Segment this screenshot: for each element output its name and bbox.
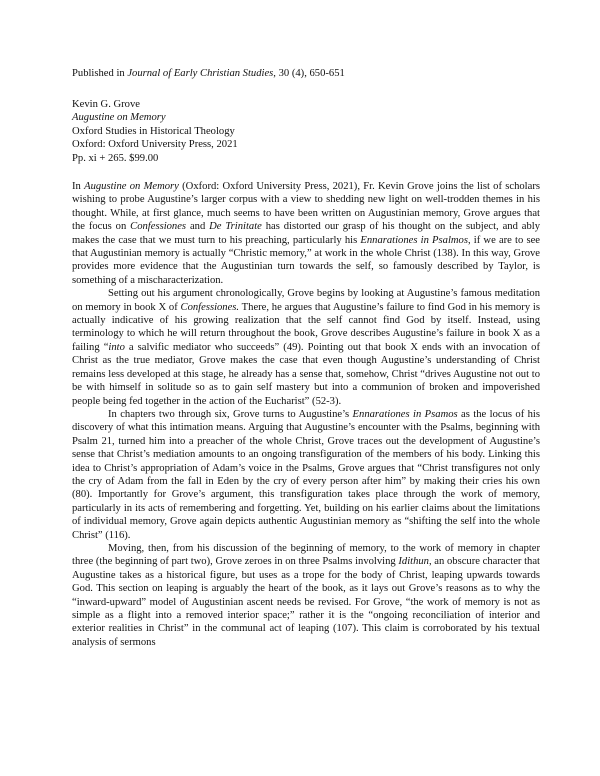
text-run: a salvific mediator who succeeds” (49). Pointing out that book X ends with an invocation of Christ as the true mediator, Grove makes the case that even though Augustine’s understanding of Christ remains less developed at this stage, he already has a sense that, somehow, Christ “drives Augustine not out to be with himself in solitude so as to gain self mastery but into a communion of broken and impoverished people being fed together in the action of the Eucharist” (52-3).: [72, 341, 540, 407]
text-run: , if we are to see that Augustinian memory is actually “Christic memory,” at work in the whole Christ (138). In this way, Grove provides more evidence that the Augustinian turn towards the self, so famously described by Taylor, is something of a mischaracterization.: [72, 234, 540, 286]
journal-title: Journal of Early Christian Studies: [127, 68, 274, 79]
text-run: In chapters two through six, Grove turns to Augustine’s: [108, 408, 353, 420]
paragraph-3: [72, 408, 540, 542]
text-run: (Oxford: Oxford University Press, 2021), Fr. Kevin Grove joins the list of scholars wishing to probe Augustine’s larger corpus with a view to shedding new light on well-trodden themes in his thought. While, at first glance, much seems to have been written on Augustinian memory, Grove argues that the focus on: [72, 181, 540, 233]
italic-title: Idithun: [398, 556, 429, 568]
text-run: and: [186, 221, 210, 233]
book-author: Kevin G. Grove: [72, 99, 140, 110]
italic-title: into: [108, 341, 125, 353]
text-run: There, he argues that Augustine’s failure to find God in his memory is actually indicative of his growing realization that the self cannot find God by itself. Instead, using terminology to which he will return throughout the book, Grove describes Augustine’s failure in book X as a failing “: [72, 301, 540, 353]
italic-title: Confessiones: [130, 221, 187, 233]
paragraph-4: [72, 542, 540, 649]
book-publisher: Oxford: Oxford University Press, 2021: [72, 139, 238, 151]
review-body: [72, 180, 540, 649]
italic-title: Augustine on Memory: [84, 181, 179, 192]
text-run: Setting out his argument chronologically, Grove begins by looking at Augustine’s famous meditation on memory in book X of: [72, 288, 540, 313]
publication-line: Published in Journal of Early Christian Studies, 30 (4), 650-651: [72, 68, 345, 79]
book-pages-price: Pp. xi + 265. $99.00: [72, 152, 159, 164]
book-series: Oxford Studies in Historical Theology: [72, 125, 235, 137]
text-run: as the locus of his discovery of what this intimation means. Arguing that Augustine’s encounter with the Psalms, beginning with Psalm 21, turned him into a preacher of the whole Christ, Grove traces out the development of Augustine’s sense that Christ’s mediation amounts to an ongoing transfiguration of the members of his body. Linking this idea to Christ’s appropriation of Adam’s voice in the Psalms, Grove argues that “Christ transfigures not only the cry of Adam from the fall in Eden by the cry of every person after him” by making their cries his own (80). Importantly for Grove’s argument, this transfiguration takes place through the work of memory, particularly in its acts of remembering and forgetting. Yet, building on his earlier claims about the limitations of individual memory, Grove again depicts authentic Augustinian memory as “shifting the self into the whole Christ” (116).: [72, 408, 540, 541]
italic-title: Confessiones.: [180, 301, 240, 313]
italic-title: De Trinitate: [209, 221, 262, 233]
text-run: Moving, then, from his discussion of the beginning of memory, to the work of memory in chapter three (the beginning of part two), Grove zeroes in on three Psalms involving: [72, 542, 540, 568]
italic-title: Ennarationes in Psamos: [352, 408, 458, 420]
paragraph-2: [72, 287, 540, 408]
book-title: Augustine on Memory: [72, 112, 166, 124]
paragraph-1: [72, 180, 540, 287]
text-run: In: [72, 181, 85, 192]
book-info: [72, 98, 540, 165]
italic-title: Ennarationes in Psalmos: [360, 234, 468, 246]
text-run: has distorted our grasp of his thought on the subject, and ably makes the case that we must turn to his preaching, particularly his: [72, 221, 540, 246]
text-run: , an obscure character that Augustine takes as a historical figure, but uses as a trope for the body of Christ, leaping upwards towards God. This section on leaping is arguably the heart of the book, as it lays out Grove’s reasons as to why the “inward-upward” model of Augustinian ascent needs be revised. For Grove, “the work of memory is not as simple as a flight into a removed interior space;” rather it is the “ongoing reconciliation of interior and exterior realities in Christ” in the communal act of leaping (107). This claim is corroborated by his textual analysis of sermons: [72, 556, 540, 648]
